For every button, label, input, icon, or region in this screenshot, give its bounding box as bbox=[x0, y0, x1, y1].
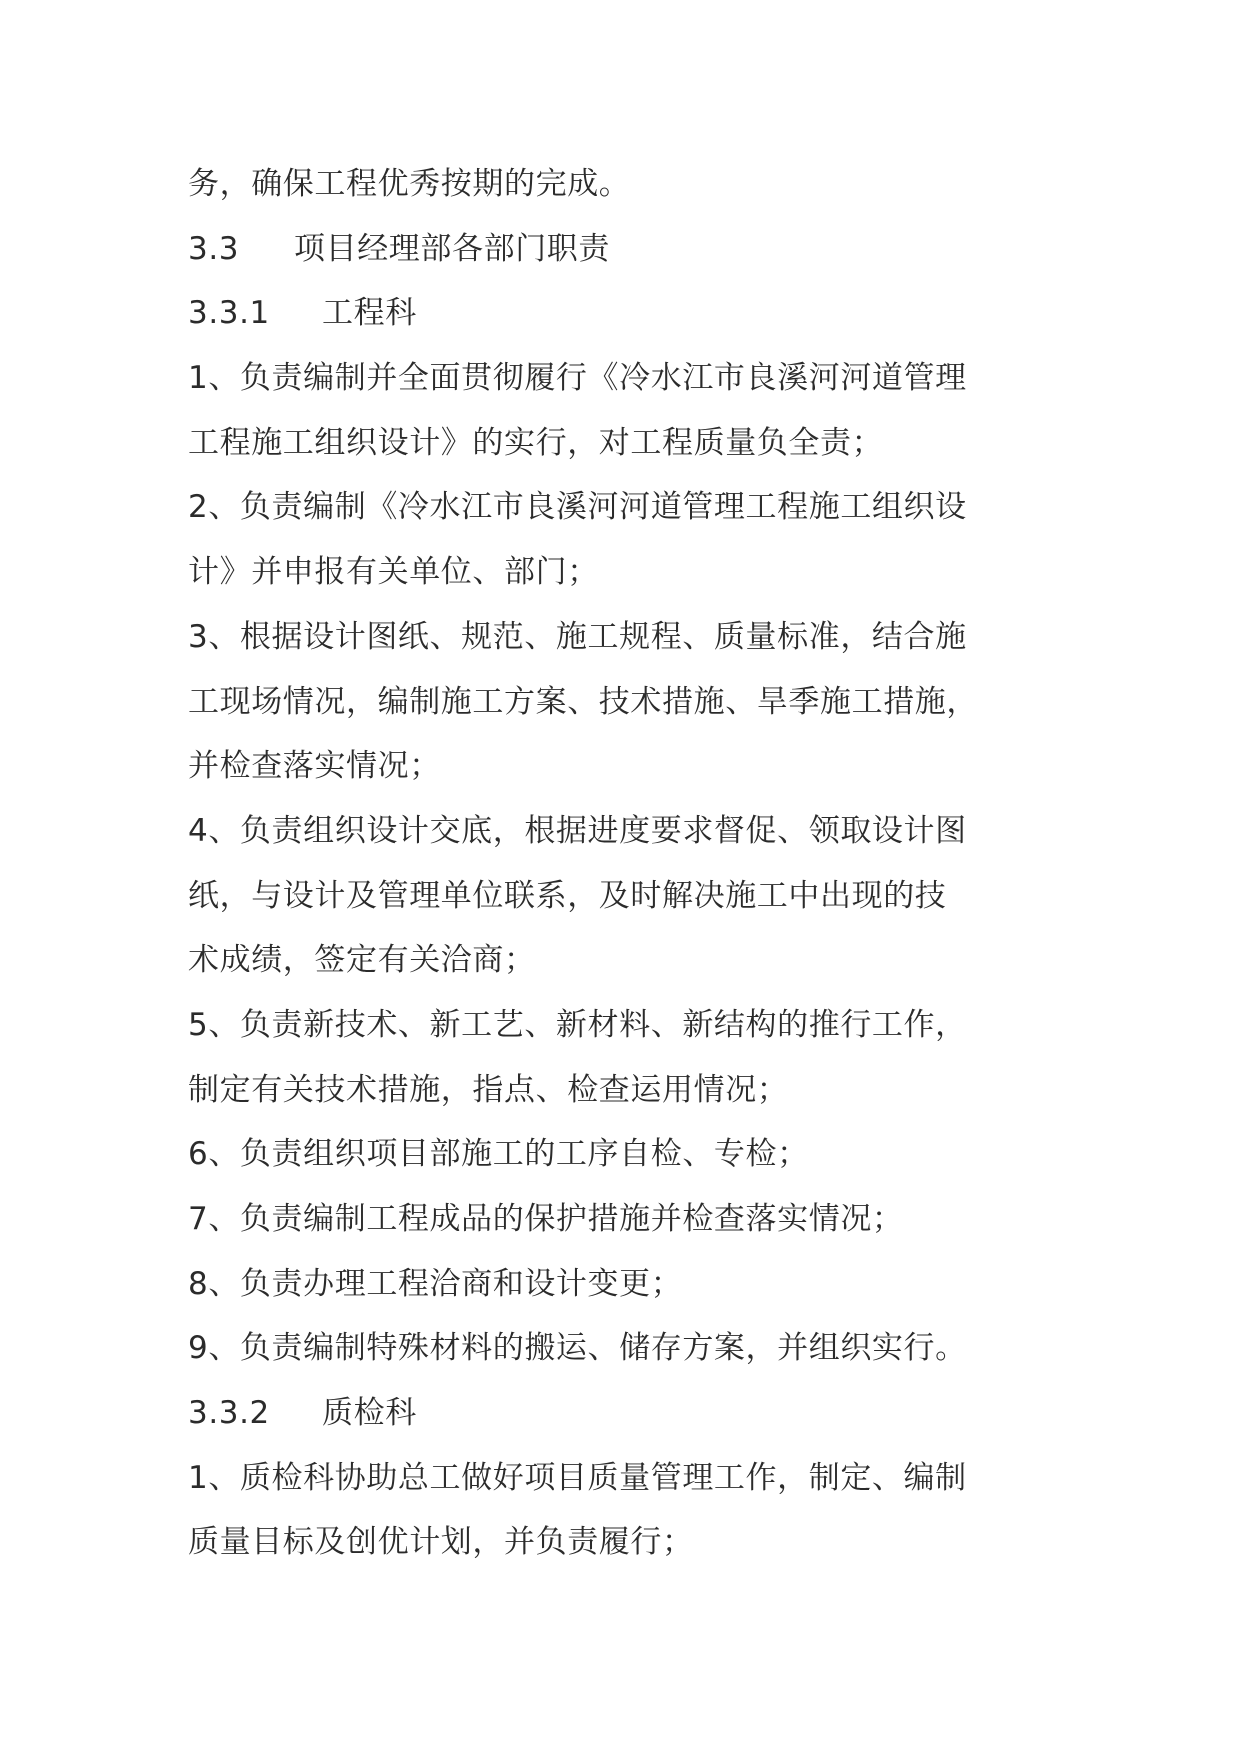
list-item-1-cont: 质量目标及创优计划，并负责履行； bbox=[188, 1524, 694, 1561]
section-title: 质检科 bbox=[322, 1395, 417, 1432]
list-item-5: 5、负责新技术、新工艺、新材料、新结构的推行工作， bbox=[188, 1006, 967, 1043]
list-item-1-cont: 工程施工组织设计》的实行，对工程质量负全责； bbox=[188, 424, 884, 461]
list-item-9: 9、负责编制特殊材料的搬运、储存方案，并组织实行。 bbox=[188, 1330, 967, 1367]
list-item-3-cont: 工现场情况，编制施工方案、技术措施、旱季施工措施， bbox=[188, 683, 978, 720]
list-item-5-cont: 制定有关技术措施，指点、检查运用情况； bbox=[188, 1071, 789, 1108]
list-item-4-cont: 术成绩，签定有关洽商； bbox=[188, 942, 536, 979]
list-item-2-cont: 计》并申报有关单位、部门； bbox=[188, 554, 599, 591]
list-item-3-cont: 并检查落实情况； bbox=[188, 748, 441, 785]
list-item-1: 1、质检科协助总工做好项目质量管理工作，制定、编制 bbox=[188, 1459, 967, 1496]
list-item-2: 2、负责编制《冷水江市良溪河河道管理工程施工组织设 bbox=[188, 489, 967, 526]
list-item-1: 1、负责编制并全面贯彻履行《冷水江市良溪河河道管理 bbox=[188, 360, 967, 397]
section-heading-3-3 bbox=[188, 217, 1068, 282]
section-number: 3.3.1 bbox=[188, 295, 270, 332]
list-item-4: 4、负责组织设计交底，根据进度要求督促、领取设计图 bbox=[188, 812, 967, 849]
section-heading-3-3-2 bbox=[188, 1381, 1068, 1446]
list-item-8: 8、负责办理工程洽商和设计变更； bbox=[188, 1265, 683, 1302]
section-heading-3-3-1 bbox=[188, 281, 1068, 346]
list-item-3: 3、根据设计图纸、规范、施工规程、质量标准，结合施 bbox=[188, 618, 967, 655]
section-number: 3.3.2 bbox=[188, 1395, 270, 1432]
section-title: 项目经理部各部门职责 bbox=[294, 230, 610, 267]
section-number: 3.3 bbox=[188, 230, 240, 267]
paragraph-line: 务，确保工程优秀按期的完成。 bbox=[188, 166, 631, 202]
document-body bbox=[188, 152, 1068, 1575]
list-item-6: 6、负责组织项目部施工的工序自检、专检； bbox=[188, 1136, 809, 1173]
list-item-4-cont: 纸，与设计及管理单位联系，及时解决施工中出现的技 bbox=[188, 877, 947, 914]
section-title: 工程科 bbox=[322, 295, 417, 332]
list-item-7: 7、负责编制工程成品的保护措施并检查落实情况； bbox=[188, 1201, 904, 1237]
